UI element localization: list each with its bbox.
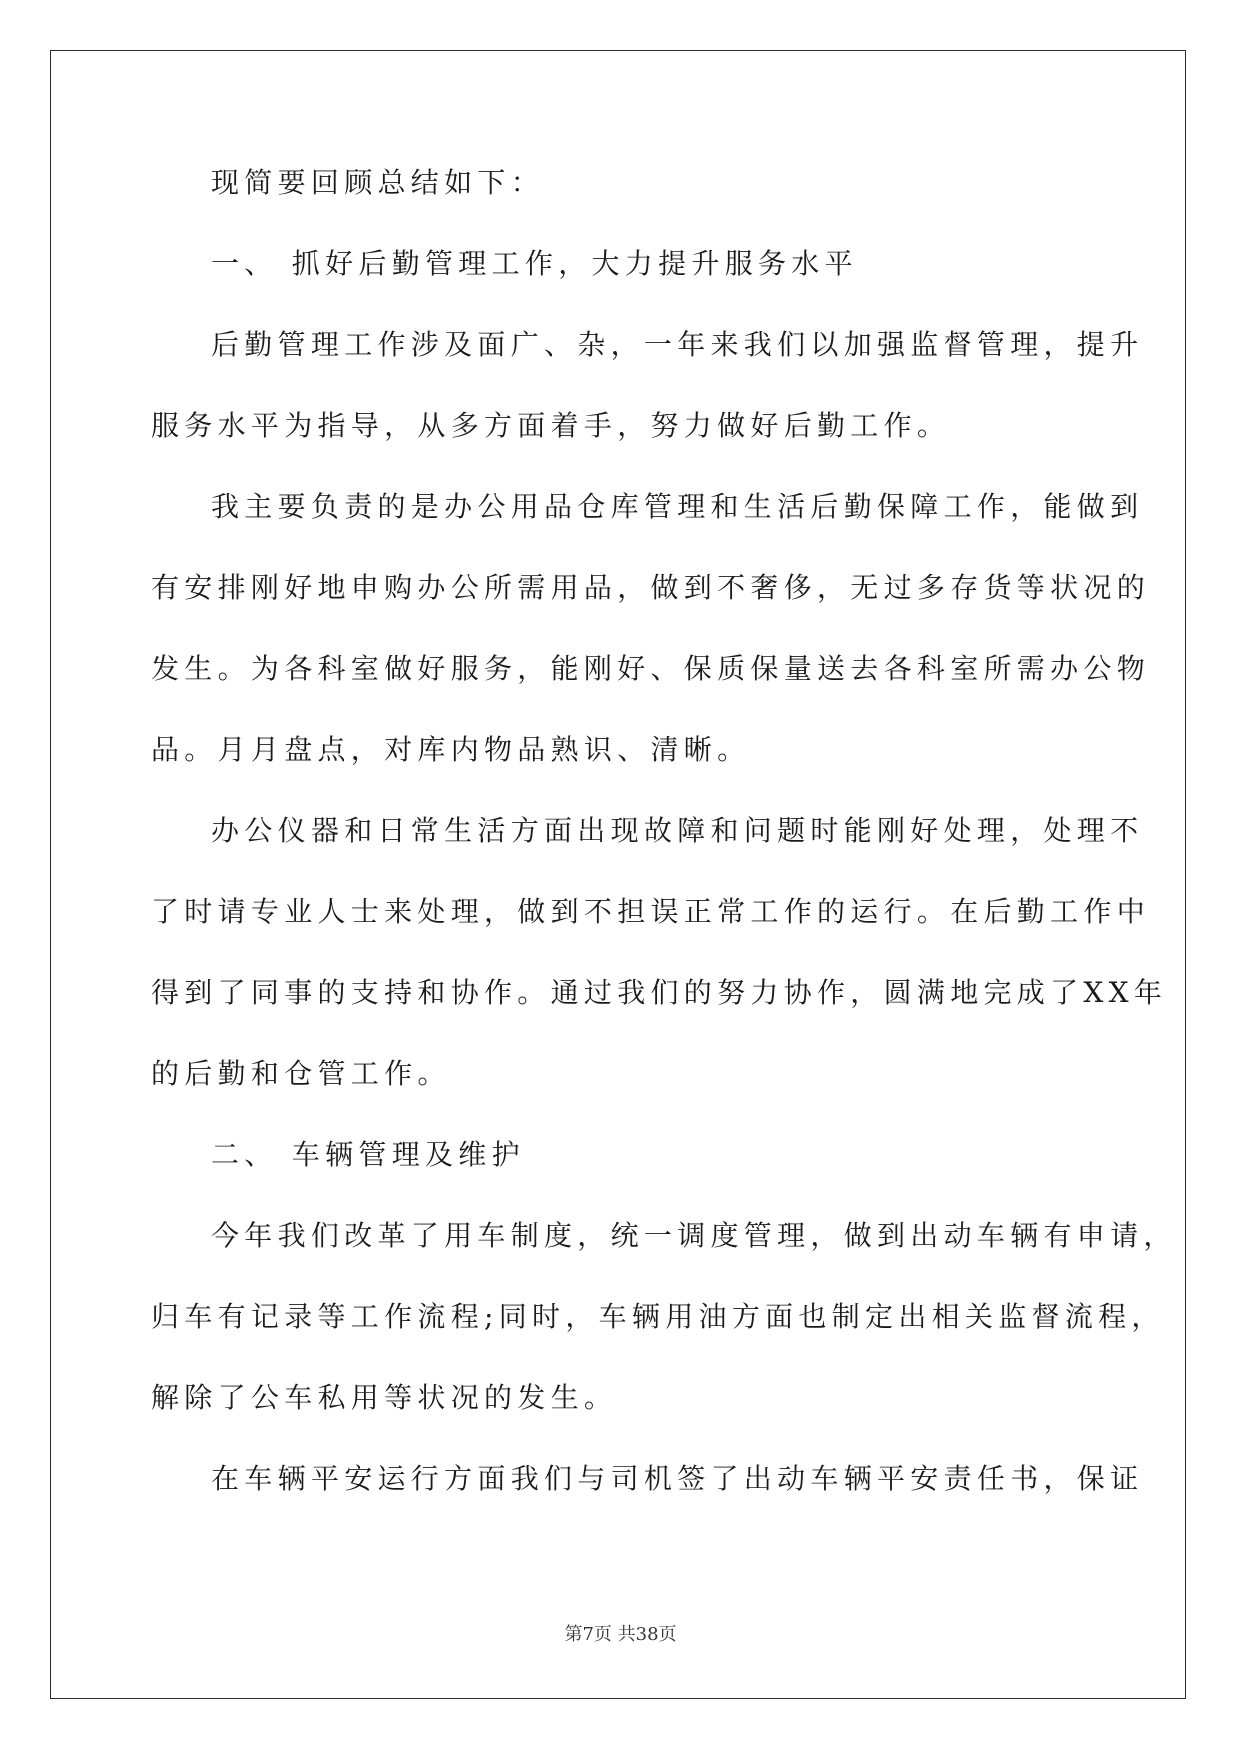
text-line: 得到了同事的支持和协作。通过我们的努力协作，圆满地完成了XX年 [151, 976, 1168, 1009]
text-line: 后勤管理工作涉及面广、杂，一年来我们以加强监督管理，提升 [211, 328, 1144, 361]
document-body [151, 163, 1177, 1540]
section-heading-2: 二、 车辆管理及维护 [211, 1138, 525, 1171]
text-line: 解除了公车私用等状况的发生。 [151, 1381, 618, 1414]
text-line: 了时请专业人士来处理，做到不担误正常工作的运行。在后勤工作中 [151, 895, 1151, 928]
text-line: 的后勤和仓管工作。 [151, 1057, 451, 1090]
section-heading-1: 一、 抓好后勤管理工作，大力提升服务水平 [211, 247, 858, 280]
text-line: 我主要负责的是办公用品仓库管理和生活后勤保障工作，能做到 [211, 490, 1144, 523]
text-line: 现简要回顾总结如下： [211, 166, 545, 199]
text-line: 品。月月盘点，对库内物品熟识、清晰。 [151, 733, 751, 766]
text-line: 在车辆平安运行方面我们与司机签了出动车辆平安责任书，保证 [211, 1462, 1144, 1495]
text-line: 有安排刚好地申购办公所需用品，做到不奢侈，无过多存货等状况的 [151, 571, 1151, 604]
text-line: 归车有记录等工作流程;同时，车辆用油方面也制定出相关监督流程， [151, 1300, 1165, 1333]
page-number-footer: 第7页 共38页 [564, 1624, 677, 1645]
text-line: 服务水平为指导，从多方面着手，努力做好后勤工作。 [151, 409, 951, 442]
text-line: 发生。为各科室做好服务，能刚好、保质保量送去各科室所需办公物 [151, 652, 1151, 685]
text-line: 办公仪器和日常生活方面出现故障和问题时能刚好处理，处理不 [211, 814, 1144, 847]
text-line: 今年我们改革了用车制度，统一调度管理，做到出动车辆有申请， [211, 1219, 1177, 1252]
